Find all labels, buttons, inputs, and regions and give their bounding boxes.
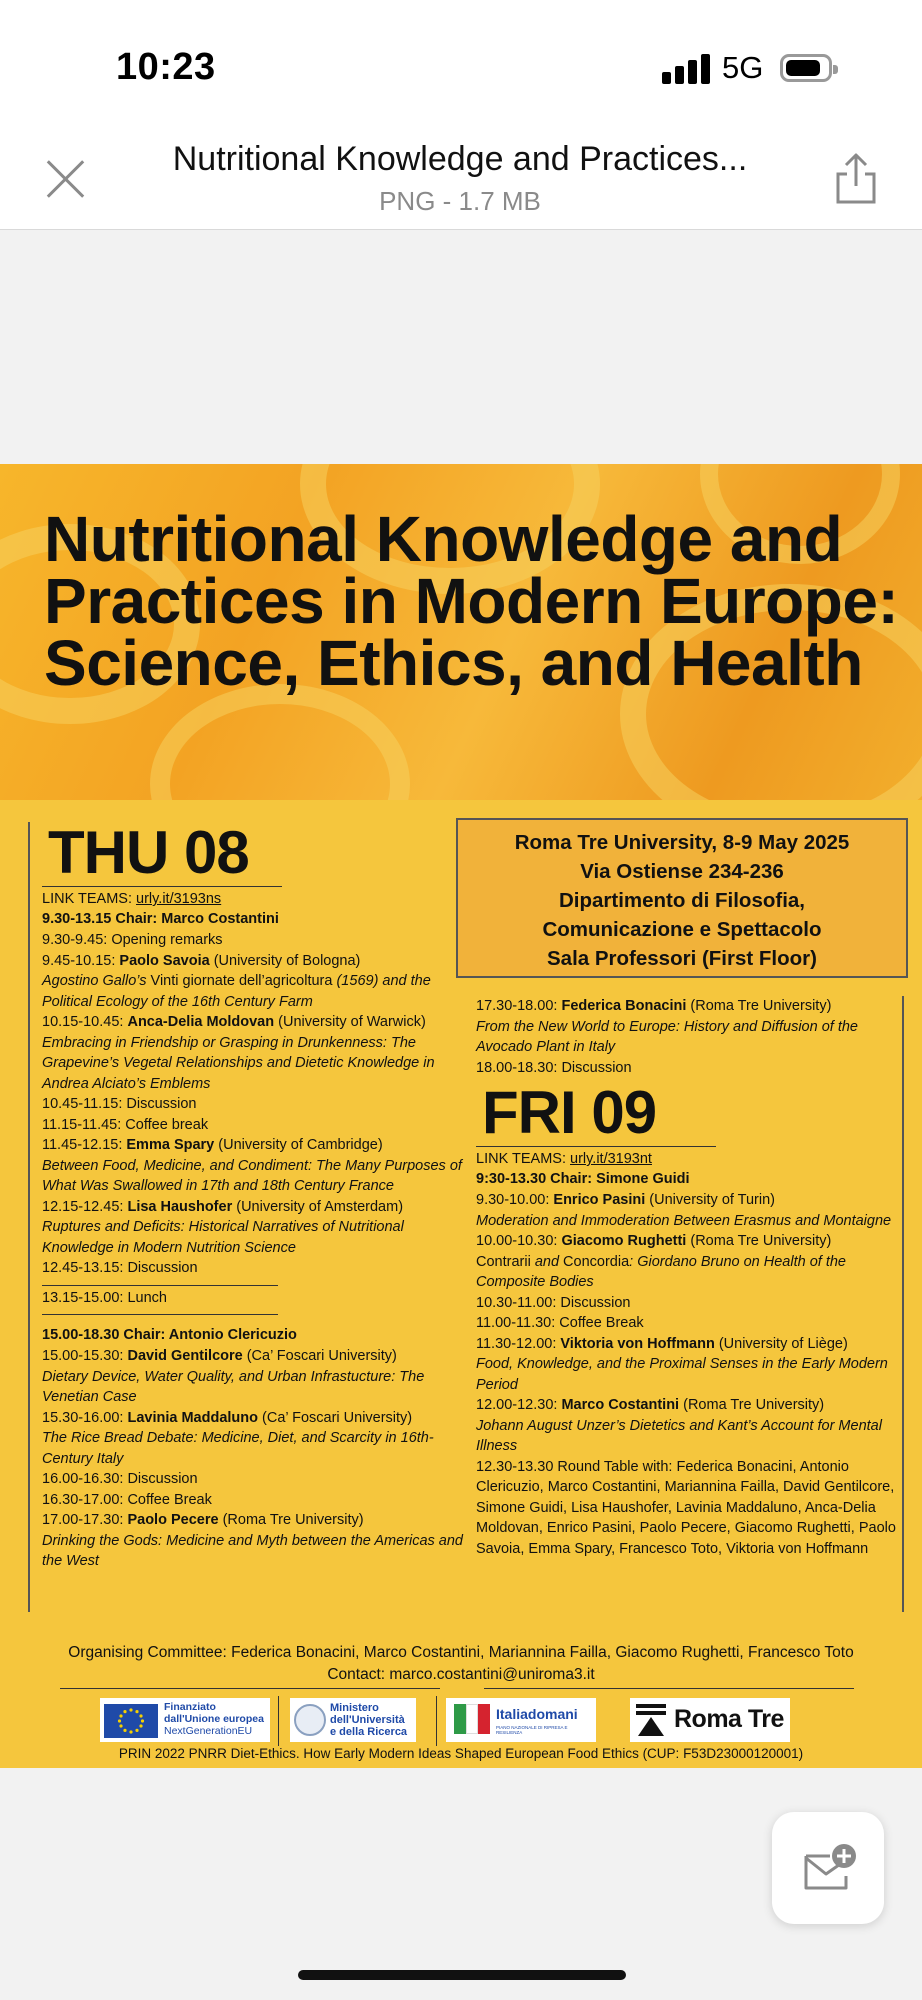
talk-title: Agostino Gallo’s Vinti giornate dell’agricoltura (1569) and the Political Ecology of the 16th Century Farm [42, 973, 431, 1010]
discussion: 10.30-11.00: Discussion [476, 1294, 631, 1311]
coffee-break: 11.15-11.45: Coffee break [42, 1116, 209, 1133]
venue-line: Dipartimento di Filosofia, [558, 889, 805, 912]
battery-icon [780, 54, 832, 82]
emblem-icon [294, 1704, 326, 1736]
talk-title: The Rice Bread Debate: Medicine, Diet, and Scarcity in 16th-Century Italy [42, 1430, 434, 1467]
share-icon[interactable] [832, 152, 880, 206]
new-mail-button[interactable] [772, 1812, 884, 1924]
talk-title: Between Food, Medicine, and Condiment: The Many Purposes of What Was Swallowed in 17th and 18th Century France [42, 1157, 462, 1194]
teams-url-thu[interactable]: urly.it/3193ns [136, 891, 222, 907]
lunch: 13.15-15.00: Lunch [42, 1289, 167, 1306]
new-mail-icon [800, 1842, 858, 1894]
eu-flag-icon [104, 1704, 158, 1738]
talk-title: Moderation and Immoderation Between Erasmus and Montaigne [476, 1212, 892, 1229]
teams-link-thu: LINK TEAMS: urly.it/3193ns [42, 886, 282, 909]
file-title: Nutritional Knowledge and Practices... [172, 140, 748, 178]
divider [42, 1314, 278, 1315]
talk-time-speaker: 10.00-10.30: Giacomo Rughetti (Roma Tre University) [476, 1233, 832, 1249]
talk-time-speaker: 15.00-15.30: David Gentilcore (Ca’ Foscari University) [42, 1348, 397, 1364]
poster-program [0, 800, 922, 1768]
divider [484, 1688, 854, 1689]
discussion: 10.45-11.15: Discussion [42, 1096, 197, 1112]
venue-line: Comunicazione e Spettacolo [542, 918, 822, 941]
talk-title: Contrarii and Concordia: Giordano Bruno on Health of the Composite Bodies [476, 1253, 846, 1290]
romatre-logo: Roma Tre [630, 1698, 790, 1742]
talk-time-speaker: 9.30-10.00: Enrico Pasini (University of Turin) [476, 1192, 776, 1208]
talk-time-speaker: 11.30-12.00: Viktoria von Hoffmann (University of Liège) [476, 1335, 848, 1352]
talk-time-speaker: 9.45-10.15: Paolo Savoia (University of Bologna) [42, 952, 361, 969]
viewer-header [0, 130, 922, 230]
poster-banner [0, 464, 922, 800]
eu-logo: Finanziato dall'Unione europea NextGenerationEU [100, 1698, 270, 1742]
prin-credit: PRIN 2022 PNRR Diet-Ethics. How Early Modern Ideas Shaped European Food Ethics (CUP: F53D23000120001) [118, 1746, 804, 1761]
talk-title: Food, Knowledge, and the Proximal Senses in the Early Modern Period [476, 1356, 888, 1393]
divider [60, 1688, 440, 1689]
flag-icon [454, 1704, 466, 1734]
talk-time-speaker: 17.00-17.30: Paolo Pecere (Roma Tre University) [42, 1512, 364, 1528]
talk-time-speaker: 17.30-18.00: Federica Bonacini (Roma Tre University) [476, 998, 832, 1014]
opening-remarks: 9.30-9.45: Opening remarks [42, 932, 223, 948]
venue-box [456, 818, 908, 978]
chair-thu-afternoon: 15.00-18.30 Chair: Antonio Clericuzio [42, 1327, 297, 1343]
teams-link-fri: LINK TEAMS: urly.it/3193nt [476, 1146, 716, 1169]
poster-title: Nutritional Knowledge and Practices in Modern Europe: Science, Ethics, and Health [44, 503, 899, 699]
venue-line: Roma Tre University, 8-9 May 2025 [514, 831, 850, 854]
venue-line: Via Ostiense 234-236 [580, 860, 784, 883]
divider [42, 1285, 278, 1286]
signal-icon [662, 54, 710, 84]
talk-time-speaker: 12.00-12.30: Marco Costantini (Roma Tre University) [476, 1397, 825, 1413]
talk-title: Johann August Unzer’s Dietetics and Kant’s Account for Mental Illness [476, 1417, 882, 1454]
venue-line: Sala Professori (First Floor) [547, 947, 817, 970]
file-meta: PNG - 1.7 MB [379, 186, 541, 216]
coffee-break: 11.00-11.30: Coffee Break [476, 1315, 644, 1331]
organising-committee [0, 1642, 922, 1686]
talk-time-speaker: 11.45-12.15: Emma Spary (University of Cambridge) [42, 1137, 383, 1153]
thursday-column [28, 819, 464, 1612]
talk-title: Embracing in Friendship or Grasping in Drunkenness: The Grapevine’s Vegetal Relationships and Dietetic Knowledge in Andrea Alciato’s Emblems [42, 1034, 435, 1092]
status-bar [0, 0, 922, 130]
romatre-emblem-icon [634, 1702, 668, 1738]
funding-logos [0, 1698, 922, 1750]
talk-title: Dietary Device, Water Quality, and Urban Infrastucture: The Venetian Case [42, 1368, 425, 1405]
close-icon[interactable] [44, 156, 88, 200]
italiadomani-logo: Italiadomani PIANO NAZIONALE DI RIPRESA E RESILIENZA [446, 1698, 596, 1742]
home-indicator[interactable] [298, 1970, 626, 1980]
chair-thu-morning: 9.30-13.15 Chair: Marco Costantini [42, 911, 279, 927]
friday-column [462, 996, 902, 1612]
contact-email: Contact: marco.costantini@uniroma3.it [327, 1666, 595, 1683]
talk-title: Drinking the Gods: Medicine and Myth between the Americas and the West [42, 1532, 463, 1569]
mur-logo: Ministero dell'Università e della Ricerca [290, 1698, 416, 1742]
talk-title: Ruptures and Deficits: Historical Narratives of Nutritional Knowledge in Modern Nutrition Science [42, 1219, 404, 1256]
network-label: 5G [722, 50, 764, 85]
day-heading-thu: THU 08 [48, 819, 249, 886]
talk-time-speaker: 10.15-10.45: Anca-Delia Moldovan (University of Warwick) [42, 1014, 426, 1030]
discussion: 12.45-13.15: Discussion [42, 1260, 198, 1276]
talk-time-speaker: 15.30-16.00: Lavinia Maddaluno (Ca’ Foscari University) [42, 1409, 413, 1426]
talk-title: From the New World to Europe: History and Diffusion of the Avocado Plant in Italy [476, 1018, 858, 1055]
discussion: 16.00-16.30: Discussion [42, 1471, 198, 1487]
day-heading-fri: FRI 09 [482, 1079, 657, 1146]
discussion: 18.00-18.30: Discussion [476, 1059, 632, 1076]
round-table: 12.30-13.30 Round Table with: Federica Bonacini, Antonio Clericuzio, Marco Costantini, Mariannina Failla, David Gentilcore, Simone Guidi, Lisa Haushofer, Lavinia Maddaluno, Anca-Delia Moldovan, Enrico Pasini, Paolo Pecere, Giacomo Rughetti, Paolo Savoia, Emma Spary, Francesco Toto, Viktoria von Hoffmann [476, 1458, 896, 1557]
poster-image[interactable] [0, 464, 922, 1768]
chair-fri: 9:30-13.30 Chair: Simone Guidi [476, 1171, 690, 1187]
organisers: Organising Committee: Federica Bonacini, Marco Costantini, Mariannina Failla, Giacomo Rughetti, Francesco Toto [68, 1644, 854, 1661]
talk-time-speaker: 12.15-12.45: Lisa Haushofer (University of Amsterdam) [42, 1198, 404, 1215]
coffee-break: 16.30-17.00: Coffee Break [42, 1491, 212, 1508]
status-time: 10:23 [116, 46, 216, 88]
teams-url-fri[interactable]: urly.it/3193nt [570, 1151, 652, 1167]
